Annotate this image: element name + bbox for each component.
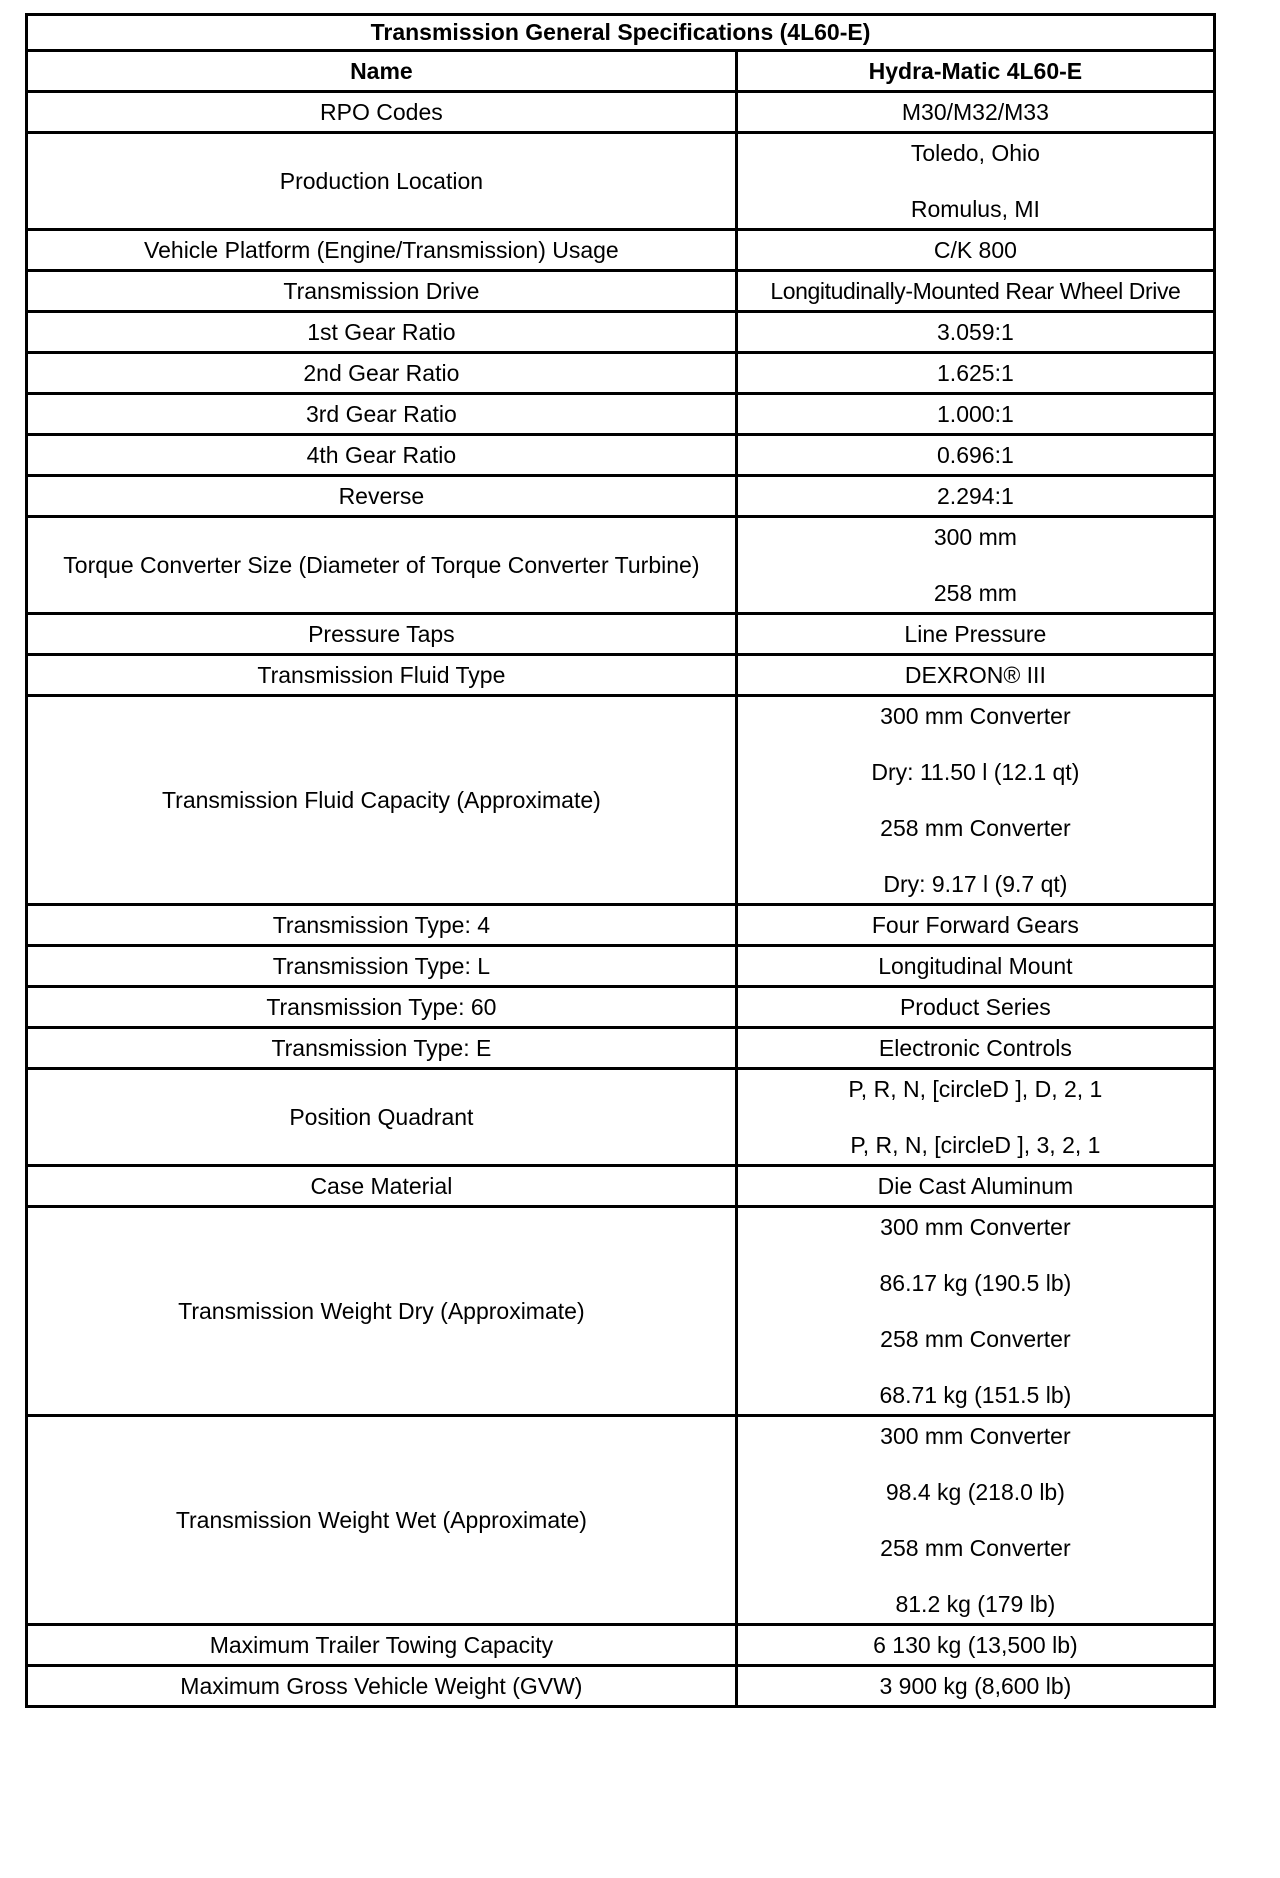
row-value: 3.059:1 <box>736 312 1214 353</box>
row-label: Transmission Weight Wet (Approximate) <box>27 1416 737 1625</box>
table-row <box>27 271 1215 312</box>
header-left: Name <box>27 51 737 92</box>
row-label: Transmission Type: 4 <box>27 905 737 946</box>
value-spacer <box>740 789 1211 811</box>
table-row <box>27 1625 1215 1666</box>
table-row <box>27 1666 1215 1707</box>
row-value: M30/M32/M33 <box>736 92 1214 133</box>
table-row <box>27 905 1215 946</box>
row-label: Transmission Weight Dry (Approximate) <box>27 1207 737 1416</box>
value-line: 300 mm Converter <box>880 703 1071 729</box>
value-line: 300 mm Converter <box>880 1214 1071 1240</box>
table-row <box>27 1207 1215 1416</box>
row-value: DEXRON® III <box>736 655 1214 696</box>
row-label: 2nd Gear Ratio <box>27 353 737 394</box>
row-value: 1.000:1 <box>736 394 1214 435</box>
value-line: 258 mm <box>933 580 1017 606</box>
row-label: Reverse <box>27 476 737 517</box>
header-right: Hydra-Matic 4L60-E <box>736 51 1214 92</box>
row-label: Transmission Type: E <box>27 1028 737 1069</box>
row-value: 0.696:1 <box>736 435 1214 476</box>
table-title: Transmission General Specifications (4L60-E) <box>27 15 1215 51</box>
row-value: Electronic Controls <box>736 1028 1214 1069</box>
row-value: Longitudinal Mount <box>736 946 1214 987</box>
table-row <box>27 1416 1215 1625</box>
row-value: Longitudinally-Mounted Rear Wheel Drive <box>736 271 1214 312</box>
spec-table <box>25 13 1216 1708</box>
value-line: 86.17 kg (190.5 lb) <box>879 1270 1072 1296</box>
value-line: Dry: 11.50 l (12.1 qt) <box>871 759 1080 785</box>
value-line: 258 mm Converter <box>880 1535 1071 1561</box>
value-line: 258 mm Converter <box>880 1326 1071 1352</box>
table-row <box>27 435 1215 476</box>
table-row <box>27 133 1215 230</box>
value-spacer <box>740 1453 1211 1475</box>
value-spacer <box>740 733 1211 755</box>
row-value <box>736 133 1214 230</box>
row-value: C/K 800 <box>736 230 1214 271</box>
table-row <box>27 312 1215 353</box>
table-row <box>27 987 1215 1028</box>
value-spacer <box>740 554 1211 576</box>
row-label: Maximum Gross Vehicle Weight (GVW) <box>27 1666 737 1707</box>
row-value <box>736 696 1214 905</box>
row-value: 3 900 kg (8,600 lb) <box>736 1666 1214 1707</box>
row-label: Vehicle Platform (Engine/Transmission) Usage <box>27 230 737 271</box>
table-row <box>27 1028 1215 1069</box>
row-label: 1st Gear Ratio <box>27 312 737 353</box>
table-row <box>27 517 1215 614</box>
row-label: 3rd Gear Ratio <box>27 394 737 435</box>
value-spacer <box>740 845 1211 867</box>
row-value <box>736 1416 1214 1625</box>
value-line: Toledo, Ohio <box>910 140 1040 166</box>
row-label: Transmission Fluid Capacity (Approximate) <box>27 696 737 905</box>
value-line: P, R, N, [circleD ], D, 2, 1 <box>848 1076 1103 1102</box>
row-label: Torque Converter Size (Diameter of Torque Converter Turbine) <box>27 517 737 614</box>
value-line: 98.4 kg (218.0 lb) <box>885 1479 1065 1505</box>
value-spacer <box>740 1356 1211 1378</box>
row-label: Position Quadrant <box>27 1069 737 1166</box>
value-line: P, R, N, [circleD ], 3, 2, 1 <box>850 1132 1101 1158</box>
row-label: RPO Codes <box>27 92 737 133</box>
value-spacer <box>740 1244 1211 1266</box>
value-line: 300 mm Converter <box>880 1423 1071 1449</box>
table-row <box>27 1166 1215 1207</box>
row-value <box>736 517 1214 614</box>
row-value: Four Forward Gears <box>736 905 1214 946</box>
table-row <box>27 476 1215 517</box>
table-row <box>27 614 1215 655</box>
value-spacer <box>740 1300 1211 1322</box>
row-value: Die Cast Aluminum <box>736 1166 1214 1207</box>
value-spacer <box>740 1106 1211 1128</box>
value-line: 300 mm <box>933 524 1017 550</box>
header-row <box>27 51 1215 92</box>
row-label: Transmission Type: L <box>27 946 737 987</box>
row-label: 4th Gear Ratio <box>27 435 737 476</box>
row-value: 6 130 kg (13,500 lb) <box>736 1625 1214 1666</box>
value-line: 258 mm Converter <box>880 815 1071 841</box>
row-label: Maximum Trailer Towing Capacity <box>27 1625 737 1666</box>
table-row <box>27 655 1215 696</box>
row-label: Production Location <box>27 133 737 230</box>
row-label: Transmission Drive <box>27 271 737 312</box>
row-label: Pressure Taps <box>27 614 737 655</box>
table-row <box>27 696 1215 905</box>
row-label: Transmission Fluid Type <box>27 655 737 696</box>
table-row <box>27 92 1215 133</box>
row-value <box>736 1207 1214 1416</box>
value-line: Dry: 9.17 l (9.7 qt) <box>883 871 1068 897</box>
title-row <box>27 15 1215 51</box>
row-label: Transmission Type: 60 <box>27 987 737 1028</box>
value-spacer <box>740 1565 1211 1587</box>
table-row <box>27 1069 1215 1166</box>
row-label: Case Material <box>27 1166 737 1207</box>
table-row <box>27 353 1215 394</box>
value-line: 81.2 kg (179 lb) <box>895 1591 1056 1617</box>
row-value: 1.625:1 <box>736 353 1214 394</box>
row-value <box>736 1069 1214 1166</box>
row-value: 2.294:1 <box>736 476 1214 517</box>
table-row <box>27 946 1215 987</box>
table-row <box>27 230 1215 271</box>
value-spacer <box>740 170 1211 192</box>
value-line: 68.71 kg (151.5 lb) <box>879 1382 1072 1408</box>
table-body <box>27 51 1215 1707</box>
row-value: Product Series <box>736 987 1214 1028</box>
value-line: Romulus, MI <box>910 196 1040 222</box>
row-value: Line Pressure <box>736 614 1214 655</box>
value-spacer <box>740 1509 1211 1531</box>
table-row <box>27 394 1215 435</box>
